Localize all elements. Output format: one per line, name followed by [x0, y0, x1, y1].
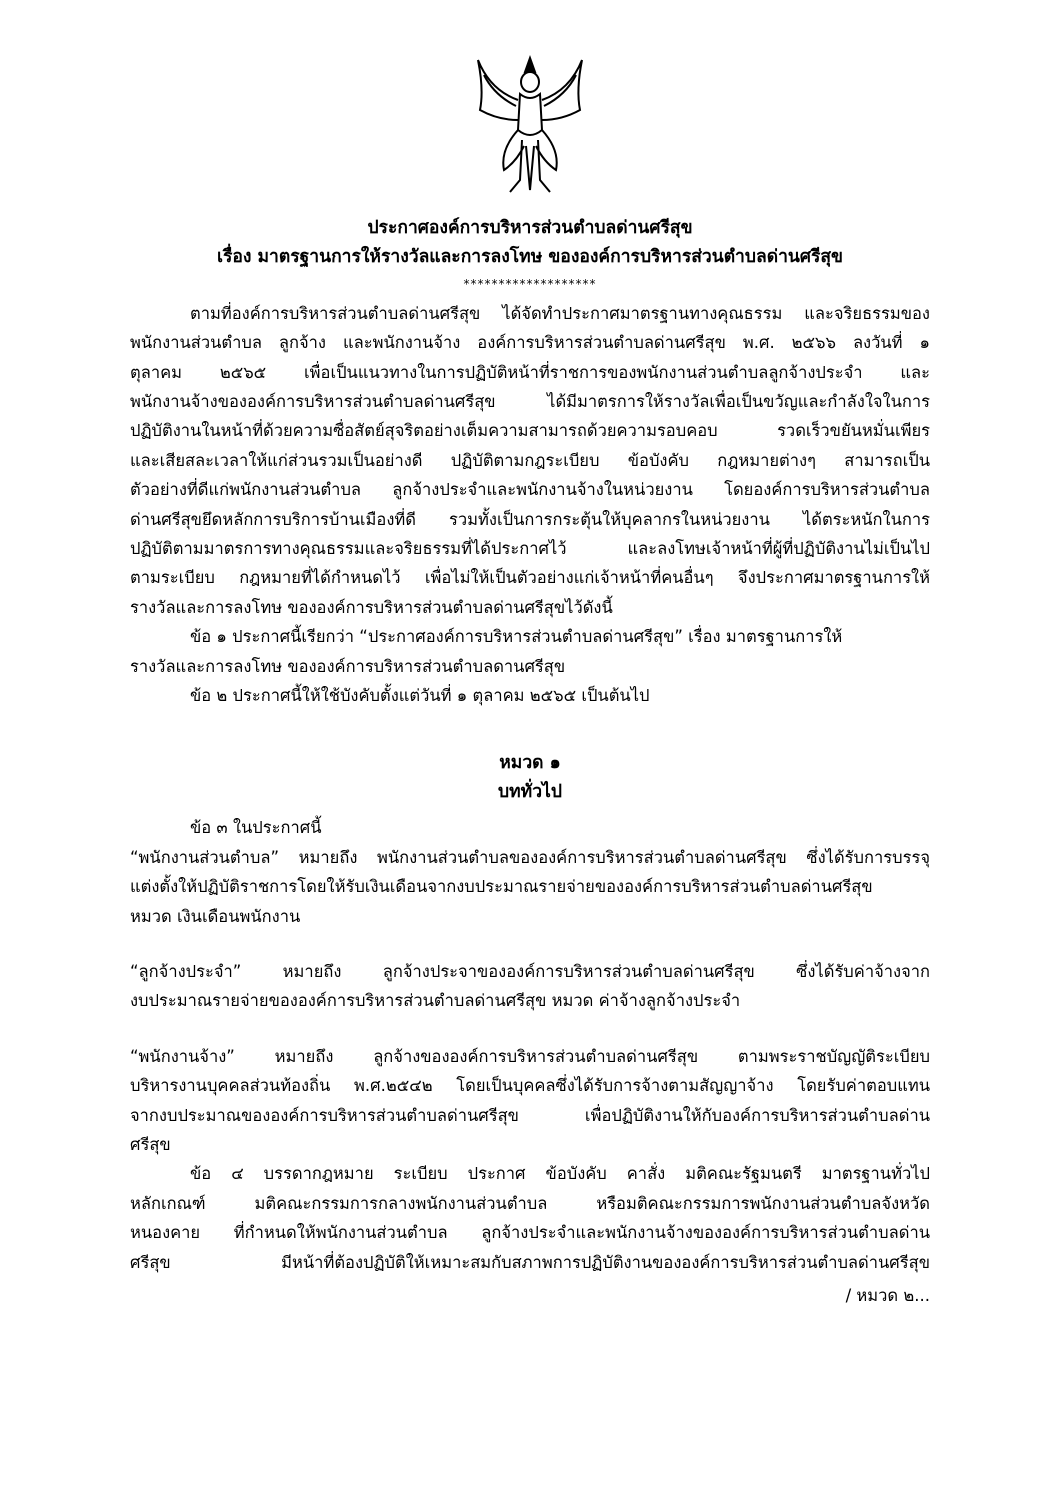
- clause-2: ข้อ ๒ ประกาศนี้ให้ใช้บังคับตั้งแต่วันที่ ๑ ตุลาคม ๒๕๖๕ เป็นต้นไป: [190, 686, 650, 706]
- document-subject: เรื่อง มาตรฐานการให้รางวัลและการลงโทษ ขององค์การบริหารส่วนตำบลด่านศรีสุข: [216, 247, 844, 268]
- text-line: ตุลาคม ๒๕๖๕ เพื่อเป็นแนวทางในการปฏิบัติหน้าที่ราชการของพนักงานส่วนตำบลลูกจ้างประจำ และ: [130, 362, 930, 382]
- clause-4: [130, 1159, 930, 1277]
- text-line: รางวัลและการลงโทษ ขององค์การบริหารส่วนตำบลดานศรีสุข: [130, 656, 566, 676]
- text-line: “พนักงานจ้าง” หมายถึง ลูกจ้างขององค์การบริหารส่วนตำบลด่านศรีสุข ตามพระราชบัญญัติระเบียบ: [130, 1046, 930, 1066]
- clause-1: [130, 622, 930, 681]
- definition-permanent-worker: [130, 957, 930, 1016]
- text-line: พนักงานจ้างขององค์การบริหารส่วนตำบลด่านศรีสุข ได้มีมาตรการให้รางวัลเพื่อเป็นขวัญและกำลังใจในการ: [130, 392, 930, 412]
- text-line: บริหารงานบุคคลส่วนท้องถิ่น พ.ศ.๒๕๔๒ โดยเป็นบุคคลซึ่งได้รับการจ้างตามสัญญาจ้าง โดยรับค่าตอบแทน: [130, 1076, 930, 1096]
- text-line: รางวัลและการลงโทษ ขององค์การบริหารส่วนตำบลด่านศรีสุขไว้ดังนี้: [130, 597, 613, 617]
- text-line: ศรีสุข มีหน้าที่ต้องปฏิบัติให้เหมาะสมกับสภาพการปฏิบัติงานขององค์การบริหารส่วนตำบลด่านศรีสุข: [130, 1252, 930, 1272]
- text-line: ศรีสุข: [130, 1134, 171, 1154]
- text-line: ปฏิบัติตามมาตรการทางคุณธรรมและจริยธรรมที่ได้ประกาศไว้ และลงโทษเจ้าหน้าที่ผู้ที่ปฏิบัติงานไม่เป็นไป: [130, 539, 930, 559]
- text-line: “ลูกจ้างประจำ” หมายถึง ลูกจ้างประจาขององค์การบริหารส่วนตำบลด่านศรีสุข ซึ่งได้รับค่าจ้างจาก: [130, 961, 930, 981]
- chapter-number: หมวด ๑: [499, 752, 561, 773]
- text-line: จากงบประมาณขององค์การบริหารส่วนตำบลด่านศรีสุข เพื่อปฏิบัติงานให้กับองค์การบริหารส่วนตำบลด่าน: [130, 1105, 930, 1125]
- definition-contract-employee: [130, 1042, 930, 1160]
- text-line: ตัวอย่างที่ดีแก่พนักงานส่วนตำบล ลูกจ้างประจำและพนักงานจ้างในหน่วยงาน โดยองค์การบริหารส่วนตำบล: [130, 480, 930, 500]
- text-line: ปฏิบัติงานในหน้าที่ด้วยความซื่อสัตย์สุจริตอย่างเต็มความสามารถด้วยความรอบคอบ รวดเร็วขยันหมั่นเพียร: [130, 421, 930, 441]
- text-line: ข้อ ๔ บรรดากฎหมาย ระเบียบ ประกาศ ข้อบังคับ คาสั่ง มติคณะรัฐมนตรี มาตรฐานทั่วไป: [190, 1164, 930, 1184]
- page-continuation: / หมวด ๒...: [845, 1286, 930, 1305]
- text-line: ตามระเบียบ กฎหมายที่ได้กำหนดไว้ เพื่อไม่ให้เป็นตัวอย่างแก่เจ้าหน้าที่คนอื่นๆ จึงประกาศมาตรฐานการให้: [130, 568, 930, 588]
- definition-subdistrict-employee: [130, 843, 930, 931]
- separator: *******************: [463, 276, 597, 291]
- text-line: พนักงานส่วนตำบล ลูกจ้าง และพนักงานจ้าง องค์การบริหารส่วนตำบลด่านศรีสุข พ.ศ. ๒๕๖๖ ลงวันที่ ๑: [130, 333, 930, 353]
- document-body: [130, 214, 930, 1310]
- text-line: หมวด เงินเดือนพนักงาน: [130, 906, 301, 926]
- text-line: หนองคาย ที่กำหนดให้พนักงานส่วนตำบล ลูกจ้างประจำและพนักงานจ้างขององค์การบริหารส่วนตำบลด่าน: [130, 1223, 930, 1243]
- chapter-title: บททั่วไป: [498, 781, 562, 802]
- text-line: แต่งตั้งให้ปฏิบัติราชการโดยให้รับเงินเดือนจากงบประมาณรายจ่ายขององค์การบริหารส่วนตำบลด่านศรีสุข: [130, 877, 873, 897]
- text-line: ข้อ ๑ ประกาศนี้เรียกว่า “ประกาศองค์การบริหารส่วนตำบลด่านศรีสุข” เรื่อง มาตรฐานการให้: [190, 627, 843, 647]
- document-title: ประกาศองค์การบริหารส่วนตำบลด่านศรีสุข: [367, 218, 693, 238]
- text-line: ด่านศรีสุขยึดหลักการบริการบ้านเมืองที่ดี รวมทั้งเป็นการกระตุ้นให้บุคลากรในหน่วยงาน ได้ตระหนักในการ: [130, 509, 930, 529]
- text-line: ตามที่องค์การบริหารส่วนตำบลด่านศรีสุข ได้จัดทำประกาศมาตรฐานทางคุณธรรม และจริยธรรมของ: [190, 303, 930, 323]
- garuda-emblem: [470, 50, 590, 200]
- clause-3: ข้อ ๓ ในประกาศนี้: [190, 818, 322, 838]
- text-line: งบประมาณรายจ่ายขององค์การบริหารส่วนตำบลด่านศรีสุข หมวด ค่าจ้างลูกจ้างประจำ: [130, 991, 741, 1011]
- text-line: และเสียสละเวลาให้แก่ส่วนรวมเป็นอย่างดี ปฏิบัติตามกฎระเบียบ ข้อบังคับ กฎหมายต่างๆ สามารถเป็น: [130, 450, 930, 470]
- text-line: หลักเกณฑ์ มติคณะกรรมการกลางพนักงานส่วนตำบล หรือมติคณะกรรมการพนักงานส่วนตำบลจังหวัด: [130, 1193, 930, 1213]
- text-line: “พนักงานส่วนตำบล” หมายถึง พนักงานส่วนตำบลขององค์การบริหารส่วนตำบลด่านศรีสุข ซึ่งได้รับการบรรจุ: [130, 847, 930, 867]
- intro-paragraph: [130, 299, 930, 622]
